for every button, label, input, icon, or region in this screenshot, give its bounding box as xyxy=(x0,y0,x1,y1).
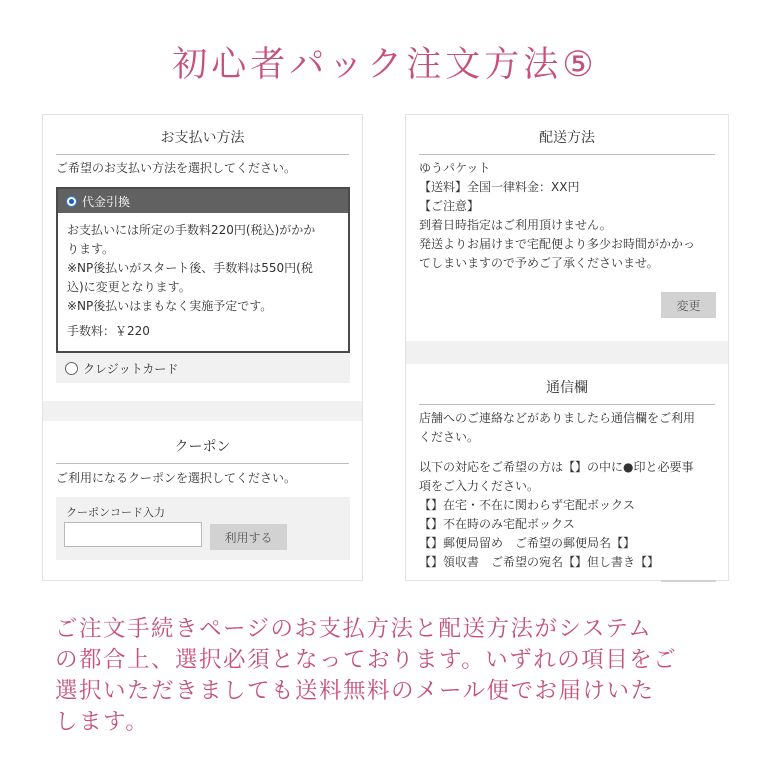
message-line: 以下の対応をご希望の方は【】の中に●印と必要事 xyxy=(419,460,694,474)
cod-details xyxy=(56,213,350,353)
payment-instruction: ご希望のお支払い方法を選択してください。 xyxy=(56,161,297,175)
payment-coupon-panel xyxy=(42,114,363,581)
message-line: 【】領収書 ご希望の宛名【】但し書き【】 xyxy=(419,555,660,569)
change-shipping-button[interactable]: 変更 xyxy=(661,292,716,318)
shipping-details xyxy=(419,159,719,273)
credit-card-label: クレジットカード xyxy=(83,361,179,376)
payment-options xyxy=(56,187,350,383)
apply-coupon-button[interactable]: 利用する xyxy=(210,524,287,550)
coupon-input-label: クーポンコード入力 xyxy=(66,506,165,519)
cod-label: 代金引換 xyxy=(82,194,131,209)
shipping-heading: 配送方法 xyxy=(419,127,715,155)
message-line: ください。 xyxy=(419,430,480,444)
cod-line: ※NP後払いはまもなく実施予定です。 xyxy=(67,299,273,313)
section-divider xyxy=(406,341,728,364)
cod-line: ります。 xyxy=(67,242,115,256)
coupon-code-input[interactable] xyxy=(64,522,202,547)
credit-card-radio[interactable] xyxy=(65,362,78,375)
notice-line: 選択いただきましても送料無料のメール便でお届けいた xyxy=(55,678,655,704)
shipping-line: 【ご注意】 xyxy=(419,199,480,213)
message-line: 店舗へのご連絡などがありましたら通信欄をご利用 xyxy=(419,411,696,425)
message-options xyxy=(419,458,719,572)
cod-line: ※NP後払いがスタート後、手数料は550円(税 xyxy=(67,261,313,275)
shipping-line: ゆうパケット xyxy=(419,161,491,175)
message-line: 項をご入力ください。 xyxy=(419,479,540,493)
cod-line: お支払いには所定の手数料220円(税込)がかか xyxy=(67,223,316,237)
coupon-instruction: ご利用になるクーポンを選択してください。 xyxy=(56,471,297,485)
notice-text xyxy=(55,614,735,738)
page-title: 初心者パック注文方法⑤ xyxy=(172,45,598,85)
section-divider xyxy=(43,401,362,421)
cut-off-button-edge xyxy=(661,580,716,582)
cod-line: 込)に変更となります。 xyxy=(67,280,191,294)
shipping-line: 発送よりお届けまで宅配便より多少お時間がかかっ xyxy=(419,237,696,251)
notice-line: します。 xyxy=(55,709,150,735)
credit-card-option[interactable] xyxy=(56,353,350,383)
notice-line: ご注文手続きページのお支払方法と配送方法がシステム xyxy=(55,616,653,642)
cod-option[interactable] xyxy=(56,187,350,213)
message-intro xyxy=(419,409,719,447)
message-line: 【】不在時のみ宅配ボックス xyxy=(419,517,575,531)
coupon-form xyxy=(56,497,350,560)
cod-fee: 手数料：￥220 xyxy=(67,324,150,338)
payment-heading: お支払い方法 xyxy=(56,127,349,155)
coupon-heading: クーポン xyxy=(56,436,349,464)
shipping-line: 【送料】全国一律料金：XX円 xyxy=(419,180,580,194)
shipping-message-panel xyxy=(405,114,729,581)
shipping-line: てしまいますので予めご了承くださいませ。 xyxy=(419,256,659,270)
cod-radio[interactable] xyxy=(66,196,77,207)
notice-line: の都合上、選択必須となっております。いずれの項目をご xyxy=(55,647,678,673)
message-line: 【】在宅・不在に関わらず宅配ボックス xyxy=(419,498,635,512)
message-heading: 通信欄 xyxy=(419,377,715,405)
shipping-line: 到着日時指定はご利用頂けません。 xyxy=(419,218,612,232)
message-line: 【】郵便局留め ご希望の郵便局名【】 xyxy=(419,536,636,550)
